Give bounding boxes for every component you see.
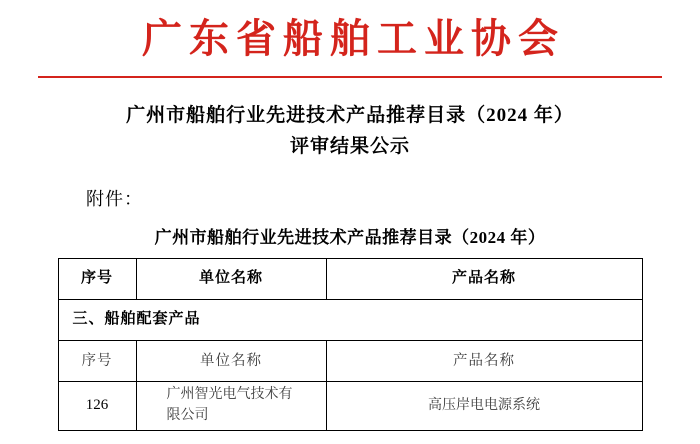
table-header-unit: 单位名称 <box>136 258 326 299</box>
table-header-no: 序号 <box>58 258 136 299</box>
table-caption: 广州市船舶行业先进技术产品推荐目录（2024 年） <box>154 227 546 247</box>
masthead <box>38 0 662 78</box>
attachment-label: 附件： <box>86 188 143 209</box>
page-subtitle: 评审结果公示 <box>289 136 410 158</box>
table-cell-no: 126 <box>58 381 136 430</box>
catalog-table <box>58 258 643 431</box>
table-cell-product: 高压岸电电源系统 <box>326 381 642 430</box>
table-section-label: 三、船舶配套产品 <box>58 299 642 340</box>
table-row <box>58 381 642 430</box>
table-subheader-no: 序号 <box>58 340 136 381</box>
masthead-divider <box>38 76 662 78</box>
table-header-row <box>58 258 642 299</box>
table-header-product: 产品名称 <box>326 258 642 299</box>
table-subheader-row <box>58 340 642 381</box>
table-section-row <box>58 299 642 340</box>
table-cell-unit: 广州智光电气技术有限公司 <box>136 381 326 430</box>
page-title: 广州市船舶行业先进技术产品推荐目录（2024 年） <box>126 105 574 126</box>
table-subheader-product: 产品名称 <box>326 340 642 381</box>
table-subheader-unit: 单位名称 <box>136 340 326 381</box>
organization-title: 广东省船舶工业协会 <box>142 16 565 61</box>
